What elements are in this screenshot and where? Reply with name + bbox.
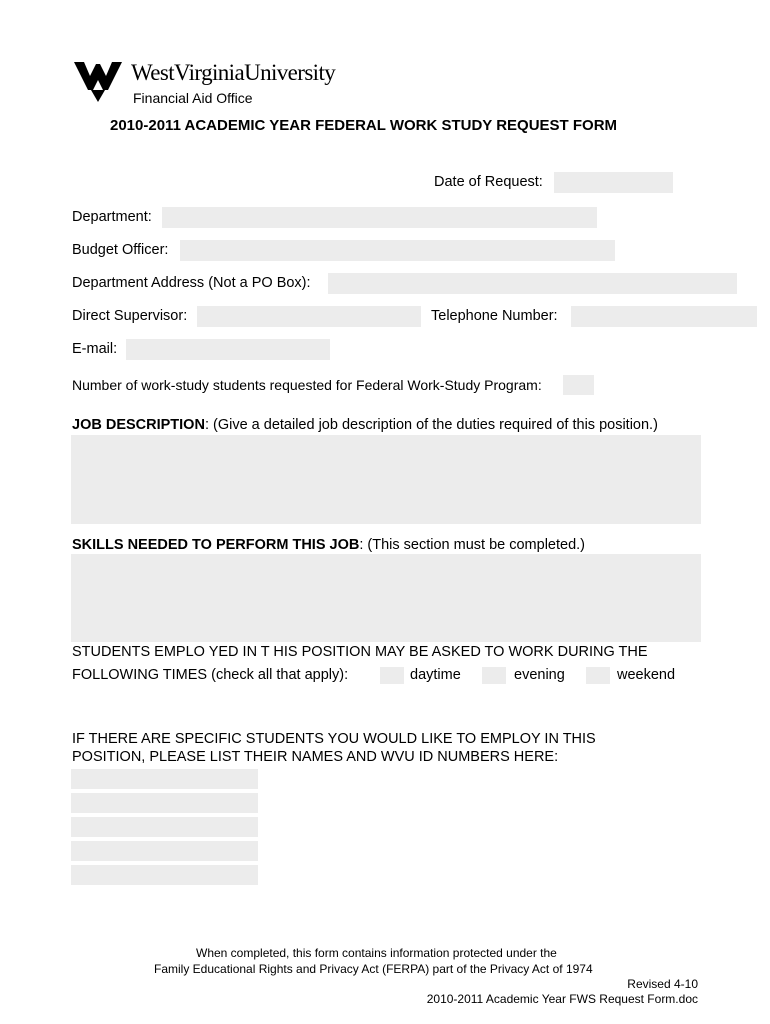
skills-title: SKILLS NEEDED TO PERFORM THIS JOB <box>72 537 360 553</box>
evening-label: evening <box>514 667 565 683</box>
telephone-number-label: Telephone Number: <box>431 308 558 324</box>
daytime-checkbox[interactable] <box>380 667 404 684</box>
student-field-2[interactable] <box>71 793 258 813</box>
student-field-5[interactable] <box>71 865 258 885</box>
document-filename: 2010-2011 Academic Year FWS Request Form.doc <box>426 992 698 1006</box>
daytime-label: daytime <box>410 667 461 683</box>
department-field[interactable] <box>162 207 597 228</box>
specific-students-line-1: IF THERE ARE SPECIFIC STUDENTS YOU WOULD LIKE TO EMPLOY IN THIS <box>72 731 596 747</box>
job-description-note: : (Give a detailed job description of the duties required of this position.) <box>204 417 658 433</box>
weekend-checkbox[interactable] <box>586 667 610 684</box>
department-address-field[interactable] <box>328 273 737 294</box>
direct-supervisor-field[interactable] <box>197 306 421 327</box>
ferpa-notice-2: Family Educational Rights and Privacy Act (FERPA) part of the Privacy Act of 1974 <box>154 962 593 976</box>
budget-officer-field[interactable] <box>180 240 615 261</box>
job-description-heading <box>72 417 658 433</box>
weekend-label: weekend <box>617 667 676 683</box>
specific-students-line-2: POSITION, PLEASE LIST THEIR NAMES AND WVU ID NUMBERS HERE: <box>72 749 559 765</box>
skills-field[interactable] <box>71 554 701 642</box>
times-line-1: STUDENTS EMPLO YED IN T HIS POSITION MAY BE ASKED TO WORK DURING THE <box>72 644 648 660</box>
student-field-1[interactable] <box>71 769 258 789</box>
job-description-title: JOB DESCRIPTION <box>72 417 205 433</box>
student-field-3[interactable] <box>71 817 258 837</box>
skills-note: : (This section must be completed.) <box>359 537 586 553</box>
job-description-field[interactable] <box>71 435 701 524</box>
times-line-2: FOLLOWING TIMES (check all that apply): <box>72 667 349 683</box>
office-name: Financial Aid Office <box>133 90 253 106</box>
revised-date: Revised 4-10 <box>627 977 698 991</box>
skills-heading <box>72 537 585 553</box>
wvu-logo-icon <box>74 60 122 102</box>
num-students-label: Number of work-study students requested for Federal Work-Study Program: <box>72 377 542 393</box>
direct-supervisor-label: Direct Supervisor: <box>72 308 188 324</box>
email-field[interactable] <box>126 339 330 360</box>
date-of-request-field[interactable] <box>554 172 673 193</box>
form-title: 2010-2011 ACADEMIC YEAR FEDERAL WORK STUDY REQUEST FORM <box>110 117 618 134</box>
evening-checkbox[interactable] <box>482 667 506 684</box>
department-label: Department: <box>72 209 152 225</box>
email-label: E-mail: <box>72 341 118 357</box>
student-field-4[interactable] <box>71 841 258 861</box>
budget-officer-label: Budget Officer: <box>72 242 169 258</box>
date-of-request-label: Date of Request: <box>434 174 543 190</box>
ferpa-notice-1: When completed, this form contains information protected under the <box>196 946 557 960</box>
department-address-label: Department Address (Not a PO Box): <box>72 275 311 291</box>
university-name: WestVirginiaUniversity <box>131 60 336 85</box>
num-students-field[interactable] <box>563 375 594 395</box>
telephone-number-field[interactable] <box>571 306 757 327</box>
